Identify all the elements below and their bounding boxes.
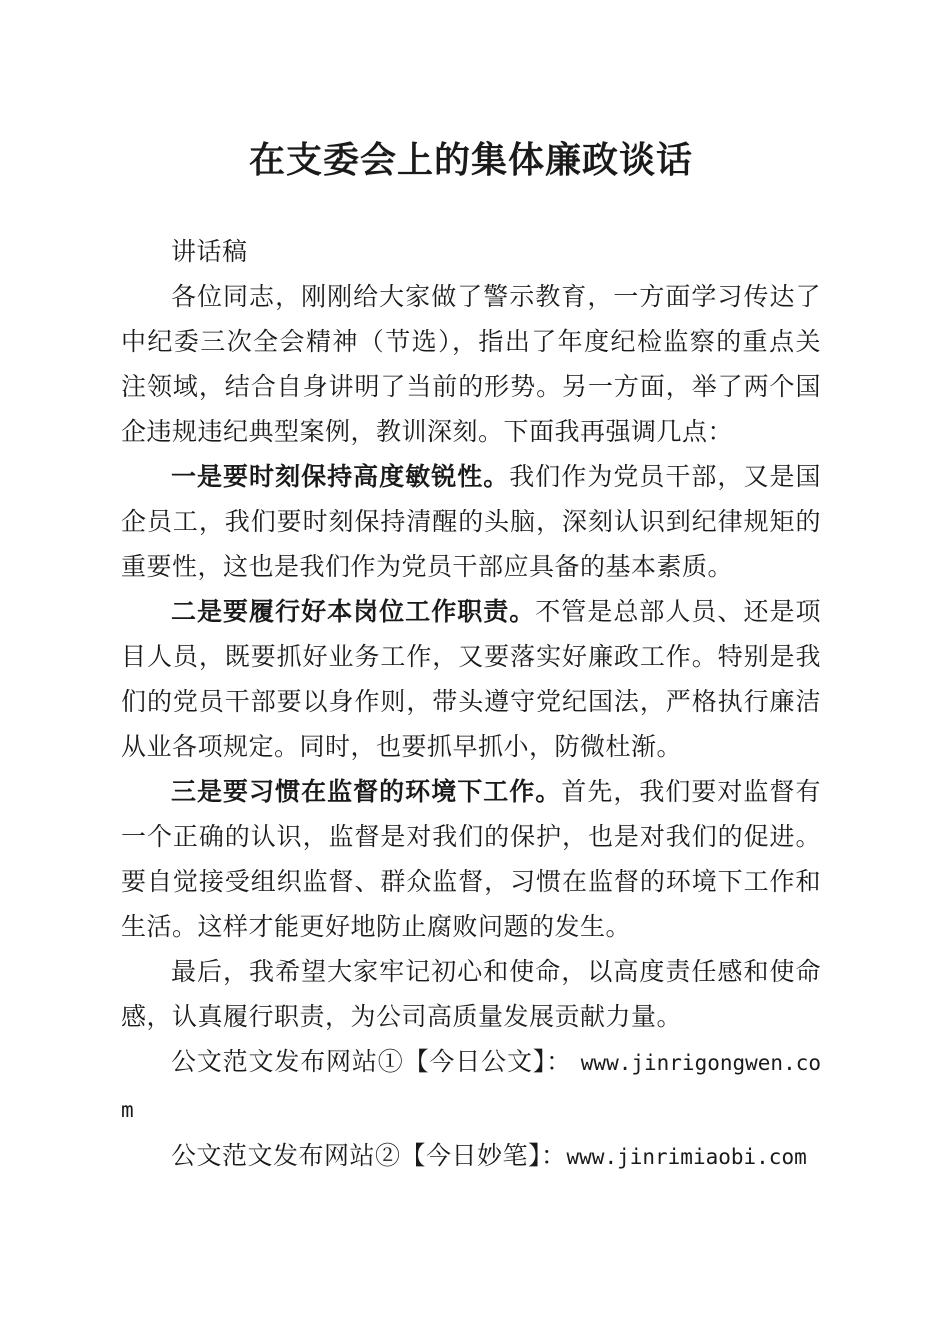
footer-label-1: 公文范文发布网站①【今日公文】： bbox=[171, 1047, 572, 1076]
point-paragraph-2 bbox=[121, 589, 821, 769]
footer-url-2[interactable]: www.jinrimiaobi.com bbox=[566, 1145, 807, 1169]
intro-paragraph: 各位同志，刚刚给大家做了警示教育，一方面学习传达了中纪委三次全会精神（节选），指出了年度纪检监察的重点关注领域，结合自身讲明了当前的形势。另一方面，举了两个国企违规违纪典型案例，教训深刻。下面我再强调几点： bbox=[121, 282, 821, 446]
footer-label-2: 公文范文发布网站②【今日妙笔】： bbox=[171, 1141, 567, 1170]
point-lead-1: 一是要时刻保持高度敏锐性。 bbox=[171, 462, 510, 491]
document-title: 在支委会上的集体廉政谈话 bbox=[248, 139, 693, 181]
document-body bbox=[121, 229, 821, 1180]
footer-url-1[interactable]: www.jinrigongwen.com bbox=[121, 1051, 821, 1122]
footer-line-1 bbox=[121, 1039, 821, 1133]
point-text-2: 不管是总部人员、还是项目人员，既要抓好业务工作，又要落实好廉政工作。特别是我们的党员干部要以身作则，带头遵守党纪国法，严格执行廉洁从业各项规定。同时，也要抓早抓小，防微杜渐。 bbox=[121, 597, 821, 761]
point-lead-2: 二是要履行好本岗位工作职责。 bbox=[171, 597, 536, 626]
footer-line-2 bbox=[121, 1133, 821, 1180]
point-paragraph-1 bbox=[121, 454, 821, 589]
subtitle: 讲话稿 bbox=[171, 237, 248, 266]
point-paragraph-3 bbox=[121, 769, 821, 949]
point-text-1: 我们作为党员干部，又是国企员工，我们要时刻保持清醒的头脑，深刻认识到纪律规矩的重要性，这也是我们作为党员干部应具备的基本素质。 bbox=[121, 462, 821, 581]
point-text-3: 首先，我们要对监督有一个正确的认识，监督是对我们的保护，也是对我们的促进。要自觉接受组织监督、群众监督，习惯在监督的环境下工作和生活。这样才能更好地防止腐败问题的发生。 bbox=[121, 777, 821, 941]
closing-paragraph: 最后，我希望大家牢记初心和使命，以高度责任感和使命感，认真履行职责，为公司高质量发展贡献力量。 bbox=[121, 957, 821, 1031]
document-page bbox=[121, 0, 821, 1344]
point-lead-3: 三是要习惯在监督的环境下工作。 bbox=[171, 777, 562, 806]
